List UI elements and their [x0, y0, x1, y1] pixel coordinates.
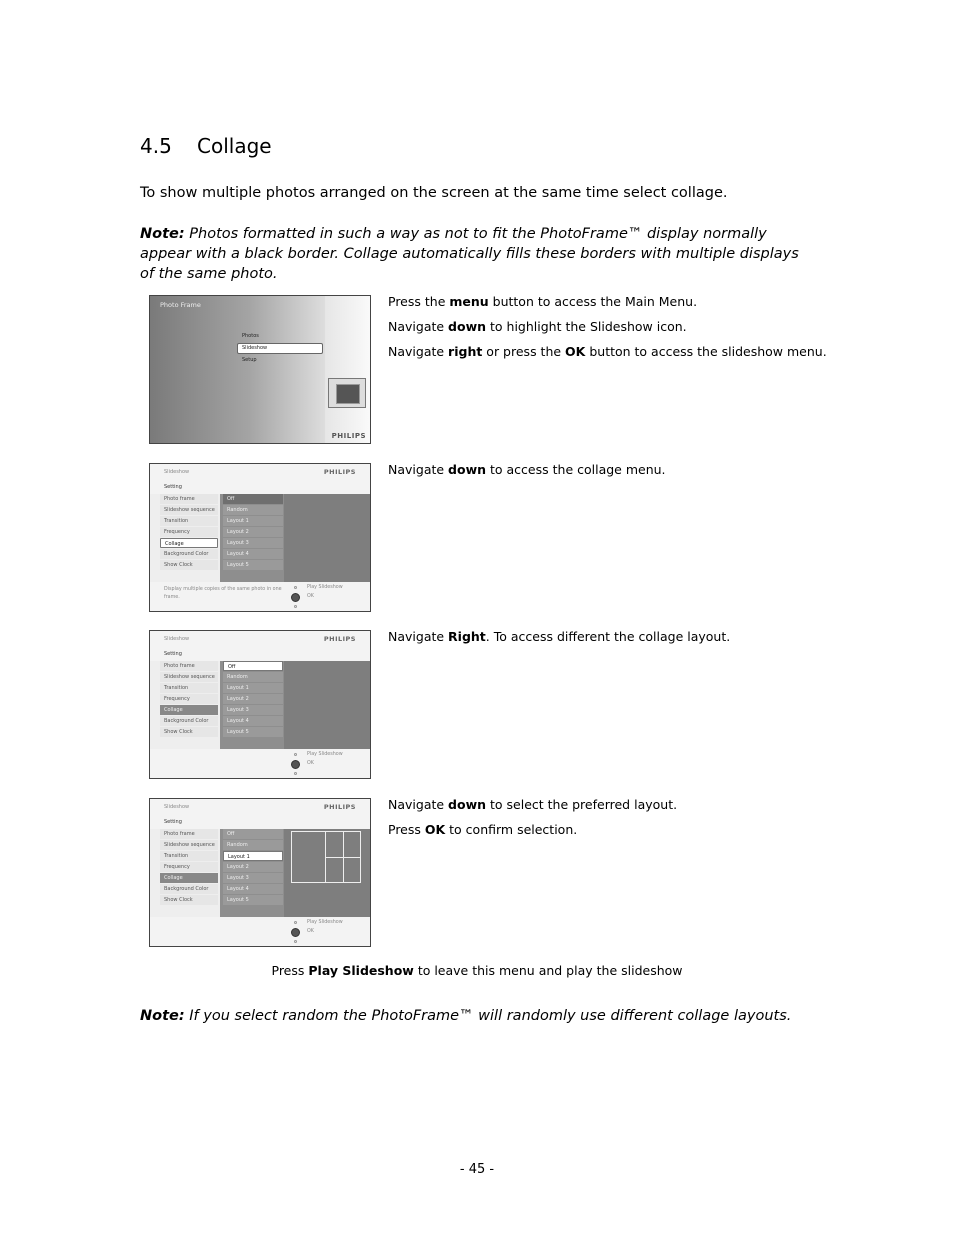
setting-item: Transition	[160, 516, 218, 526]
menu-header	[150, 464, 370, 494]
menu-footer	[150, 917, 370, 947]
option-item: Off	[223, 829, 283, 839]
setting-item: Transition	[160, 851, 218, 861]
navigation-knob-icon	[291, 593, 300, 602]
option-item: Layout 4	[223, 884, 283, 894]
option-item: Layout 5	[223, 895, 283, 905]
setting-item: Background Color	[160, 716, 218, 726]
setting-item: Collage	[160, 705, 218, 715]
option-item: Layout 5	[223, 727, 283, 737]
option-item: Off	[223, 494, 283, 504]
philips-logo: PHILIPS	[323, 468, 356, 476]
option-item: Layout 4	[223, 549, 283, 559]
up-dot-icon	[294, 921, 297, 924]
navigation-knob-icon	[291, 928, 300, 937]
philips-logo: PHILIPS	[323, 803, 356, 811]
setting-item: Photo frame	[160, 494, 218, 504]
instruction-line: Navigate down to highlight the Slideshow icon.	[388, 319, 687, 334]
menu-footer	[150, 749, 370, 779]
option-item: Layout 2	[223, 527, 283, 537]
instructions-step-3	[388, 629, 828, 654]
note-text: If you select random the PhotoFrame™ will randomly use different collage layouts.	[189, 1008, 792, 1024]
setting-item: Frequency	[160, 862, 218, 872]
setting-item: Show Clock	[160, 727, 218, 737]
instruction-line: Press the menu button to access the Main Menu.	[388, 294, 698, 309]
setting-item: Frequency	[160, 527, 218, 537]
setting-item: Frequency	[160, 694, 218, 704]
menu-title: Slideshow	[164, 636, 190, 642]
setting-item: Collage	[160, 873, 218, 883]
section-number: 4.5	[140, 134, 172, 158]
setting-item: Show Clock	[160, 895, 218, 905]
option-item: Layout 2	[223, 862, 283, 872]
option-item: Layout 1	[223, 851, 283, 861]
section-title: Collage	[197, 134, 272, 158]
menu-header	[150, 799, 370, 829]
instruction-line: Navigate right or press the OK button to access the slideshow menu.	[388, 344, 827, 359]
main-menu-screenshot	[149, 295, 371, 444]
option-item: Layout 1	[223, 516, 283, 526]
note-text: Photos formatted in such a way as not to fit the PhotoFrame™ display normally appear with a black border. Collage automatically fills these borders with multiple displays of the same photo.	[140, 226, 799, 282]
philips-logo: PHILIPS	[323, 635, 356, 643]
ok-label: OK	[307, 761, 314, 766]
menu-header	[150, 631, 370, 661]
setting-item: Photo frame	[160, 661, 218, 671]
instruction-line: Press OK to confirm selection.	[388, 822, 578, 837]
play-slideshow-label: Play Slideshow	[307, 920, 343, 925]
option-item: Random	[223, 672, 283, 682]
setting-item: Transition	[160, 683, 218, 693]
up-dot-icon	[294, 753, 297, 756]
menu-footer	[150, 582, 370, 612]
down-dot-icon	[294, 772, 297, 775]
option-item: Layout 3	[223, 538, 283, 548]
setting-item: Collage	[160, 538, 218, 548]
note-label: Note:	[140, 226, 185, 242]
play-slideshow-label: Play Slideshow	[307, 752, 343, 757]
instruction-line: Navigate down to select the preferred layout.	[388, 797, 678, 812]
help-text: Display multiple copies of the same photo in one frame.	[164, 587, 282, 600]
slideshow-icon	[328, 378, 366, 408]
menu-subtitle: Setting	[164, 651, 182, 657]
option-item: Random	[223, 505, 283, 515]
setting-item: Photo frame	[160, 829, 218, 839]
collage-options-screenshot	[149, 630, 371, 779]
menu-subtitle: Setting	[164, 819, 182, 825]
menu-item-photos: Photos	[242, 333, 259, 339]
ok-label: OK	[307, 929, 314, 934]
ok-label: OK	[307, 594, 314, 599]
instructions-step-2	[388, 462, 828, 487]
up-dot-icon	[294, 586, 297, 589]
screen-title: Photo Frame	[160, 301, 201, 309]
option-item: Random	[223, 840, 283, 850]
navigation-knob-icon	[291, 760, 300, 769]
option-item: Layout 3	[223, 705, 283, 715]
option-item: Layout 5	[223, 560, 283, 570]
setting-item: Slideshow sequence	[160, 672, 218, 682]
icon-strip	[325, 296, 371, 444]
collage-menu-screenshot	[149, 463, 371, 612]
setting-item: Slideshow sequence	[160, 840, 218, 850]
note-paragraph-2	[140, 1008, 840, 1024]
option-item: Layout 3	[223, 873, 283, 883]
setting-item: Show Clock	[160, 560, 218, 570]
option-item: Off	[223, 661, 283, 671]
menu-title: Slideshow	[164, 469, 190, 475]
layout-preview	[291, 831, 361, 883]
intro-paragraph: To show multiple photos arranged on the screen at the same time select collage.	[140, 185, 728, 201]
instructions-step-1	[388, 294, 828, 369]
note-label: Note:	[140, 1008, 185, 1024]
option-item: Layout 2	[223, 694, 283, 704]
setting-item: Background Color	[160, 884, 218, 894]
philips-logo: PHILIPS	[331, 432, 366, 440]
collage-layout-screenshot	[149, 798, 371, 947]
down-dot-icon	[294, 605, 297, 608]
menu-subtitle: Setting	[164, 484, 182, 490]
instruction-line: Navigate down to access the collage menu.	[388, 462, 666, 477]
down-dot-icon	[294, 940, 297, 943]
setting-item: Background Color	[160, 549, 218, 559]
setting-item: Slideshow sequence	[160, 505, 218, 515]
menu-item-setup: Setup	[242, 357, 257, 363]
final-instruction: Press Play Slideshow to leave this menu and play the slideshow	[271, 963, 683, 978]
note-paragraph-1	[140, 224, 812, 284]
menu-title: Slideshow	[164, 804, 190, 810]
play-slideshow-label: Play Slideshow	[307, 585, 343, 590]
instructions-step-4	[388, 797, 828, 847]
instruction-line: Navigate Right. To access different the collage layout.	[388, 629, 731, 644]
option-item: Layout 1	[223, 683, 283, 693]
page-number: - 45 -	[459, 1162, 495, 1177]
menu-item-slideshow: Slideshow	[242, 345, 268, 351]
option-item: Layout 4	[223, 716, 283, 726]
